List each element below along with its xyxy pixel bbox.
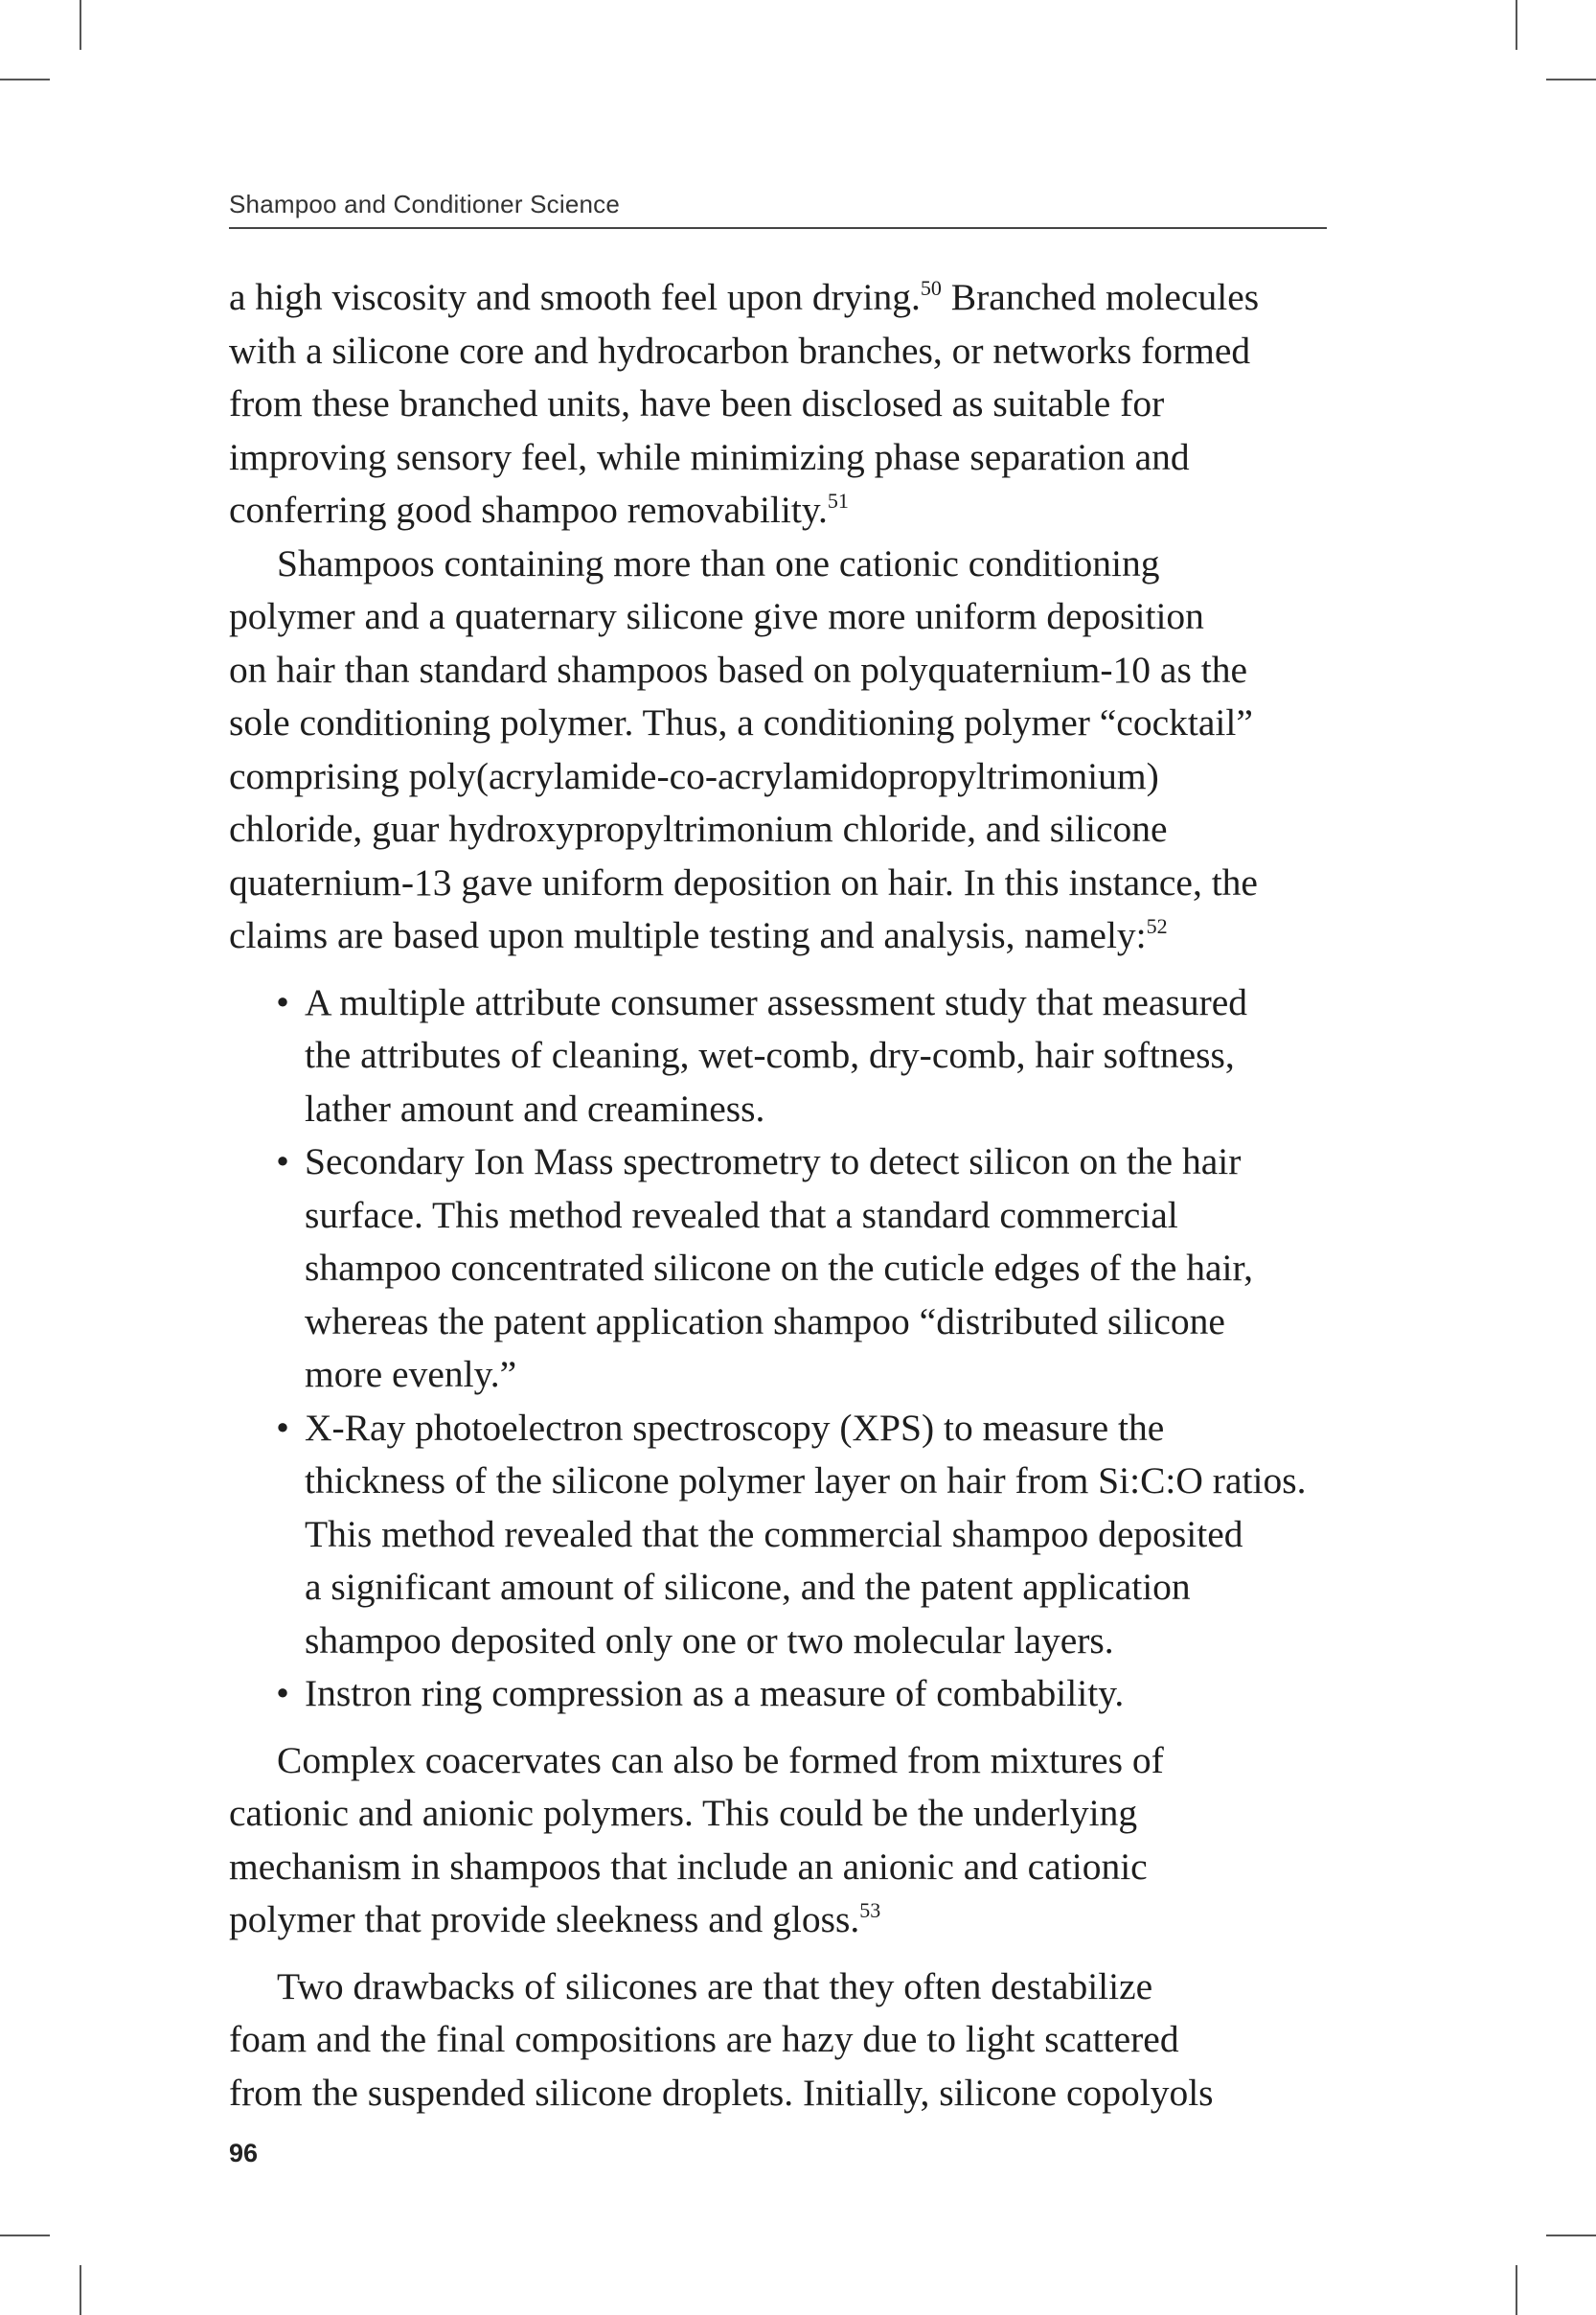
bullet-list xyxy=(229,976,1340,1721)
footnote-reference: 53 xyxy=(859,1898,881,1922)
text-line xyxy=(229,2013,1340,2067)
footnote-reference: 50 xyxy=(920,276,942,300)
text-line: This method revealed that the commercial shampoo deposited xyxy=(305,1512,1243,1555)
text-line xyxy=(229,697,1340,750)
text-line xyxy=(229,1734,1340,1788)
line-text: with a silicone core and hydrocarbon branches, or networks formed xyxy=(229,329,1251,372)
text-line: a significant amount of silicone, and the patent application xyxy=(305,1566,1191,1608)
line-text: improving sensory feel, while minimizing phase separation and xyxy=(229,435,1190,478)
page-number: 96 xyxy=(229,2139,259,2167)
text-line: surface. This method revealed that a standard commercial xyxy=(305,1193,1178,1236)
body-text xyxy=(229,271,1340,2120)
bullet-item xyxy=(229,1667,1340,1721)
text-line: whereas the patent application shampoo “distributed silicone xyxy=(305,1299,1225,1342)
bullet-icon: • xyxy=(276,1140,289,1182)
bullet-icon: • xyxy=(276,1406,289,1449)
crop-mark-bottom-right-horizontal xyxy=(1546,2235,1596,2236)
crop-mark-top-left-vertical xyxy=(80,0,81,50)
text-line xyxy=(229,378,1340,431)
bullet-icon: • xyxy=(276,1672,289,1714)
crop-mark-top-left-horizontal xyxy=(0,79,50,80)
text-line: shampoo concentrated silicone on the cuticle edges of the hair, xyxy=(305,1247,1253,1289)
text-line xyxy=(229,271,1340,325)
text-line xyxy=(229,1960,1340,2014)
paragraph-4 xyxy=(229,1960,1340,2120)
text-line xyxy=(229,2067,1340,2120)
line-text: claims are based upon multiple testing and analysis, namely: xyxy=(229,914,1147,956)
text-line xyxy=(229,1841,1340,1894)
line-text: sole conditioning polymer. Thus, a conditioning polymer “cocktail” xyxy=(229,701,1253,744)
text-line xyxy=(229,857,1340,910)
crop-mark-bottom-left-horizontal xyxy=(0,2235,50,2236)
text-line: lather amount and creaminess. xyxy=(305,1087,765,1130)
line-text: a high viscosity and smooth feel upon drying. xyxy=(229,276,921,318)
text-line xyxy=(229,1893,1340,1947)
line-text: on hair than standard shampoos based on polyquaternium-10 as the xyxy=(229,648,1247,691)
line-text: from the suspended silicone droplets. Initially, silicone copolyols xyxy=(229,2071,1214,2114)
crop-mark-top-right-horizontal xyxy=(1546,79,1596,80)
line-text: polymer and a quaternary silicone give more uniform deposition xyxy=(229,595,1204,637)
line-text: comprising poly(acrylamide-co-acrylamidopropyltrimonium) xyxy=(229,754,1159,797)
line-text: from these branched units, have been disclosed as suitable for xyxy=(229,382,1165,424)
text-line xyxy=(229,590,1340,644)
line-text: quaternium-13 gave uniform deposition on hair. In this instance, the xyxy=(229,860,1258,904)
text-line: thickness of the silicone polymer layer on hair from Si:C:O ratios. xyxy=(305,1459,1307,1501)
text-line: Instron ring compression as a measure of combability. xyxy=(305,1672,1125,1714)
text-line: A multiple attribute consumer assessment study that measured xyxy=(305,980,1248,1023)
text-line: the attributes of cleaning, wet-comb, dry-comb, hair softness, xyxy=(305,1034,1235,1076)
paragraph-3 xyxy=(229,1734,1340,1947)
running-head: Shampoo and Conditioner Science xyxy=(229,190,621,218)
crop-mark-bottom-left-vertical xyxy=(80,2265,81,2315)
line-text: mechanism in shampoos that include an anionic and cationic xyxy=(229,1845,1148,1888)
bullet-item xyxy=(229,1135,1340,1402)
text-line xyxy=(229,1787,1340,1841)
bullet-item xyxy=(229,976,1340,1136)
paragraph-2 xyxy=(229,538,1340,963)
text-line xyxy=(229,538,1340,591)
bullet-icon: • xyxy=(276,980,289,1023)
line-text: Shampoos containing more than one cationic conditioning xyxy=(277,541,1160,584)
text-line xyxy=(229,431,1340,485)
text-line: shampoo deposited only one or two molecular layers. xyxy=(305,1618,1114,1662)
text-line: X-Ray photoelectron spectroscopy (XPS) to measure the xyxy=(305,1406,1165,1449)
header-rule xyxy=(229,227,1327,229)
crop-mark-top-right-vertical xyxy=(1516,0,1517,50)
paragraph-1 xyxy=(229,271,1340,538)
footnote-reference: 51 xyxy=(827,489,849,513)
text-line xyxy=(229,644,1340,698)
line-text: Complex coacervates can also be formed from mixtures of xyxy=(277,1738,1164,1781)
text-line: more evenly.” xyxy=(305,1353,517,1395)
line-text: conferring good shampoo removability. xyxy=(229,489,828,531)
text-line xyxy=(229,325,1340,378)
crop-mark-bottom-right-vertical xyxy=(1516,2265,1517,2315)
paragraph-gap xyxy=(229,1947,1340,1960)
text-line: Secondary Ion Mass spectrometry to detect silicon on the hair xyxy=(305,1140,1242,1182)
text-line xyxy=(229,750,1340,804)
bullet-item xyxy=(229,1402,1340,1668)
line-text: chloride, guar hydroxypropyltrimonium chloride, and silicone xyxy=(229,808,1168,850)
text-line xyxy=(229,484,1340,538)
line-text: foam and the final compositions are hazy due to light scattered xyxy=(229,2018,1179,2060)
text-line xyxy=(229,909,1340,963)
line-text: cationic and anionic polymers. This could be the underlying xyxy=(229,1792,1138,1834)
line-text: Branched molecules xyxy=(941,276,1260,318)
text-line xyxy=(229,803,1340,857)
footnote-reference: 52 xyxy=(1146,914,1168,938)
line-text: polymer that provide sleekness and gloss. xyxy=(229,1898,860,1940)
line-text: Two drawbacks of silicones are that they often destabilize xyxy=(277,1964,1153,2007)
